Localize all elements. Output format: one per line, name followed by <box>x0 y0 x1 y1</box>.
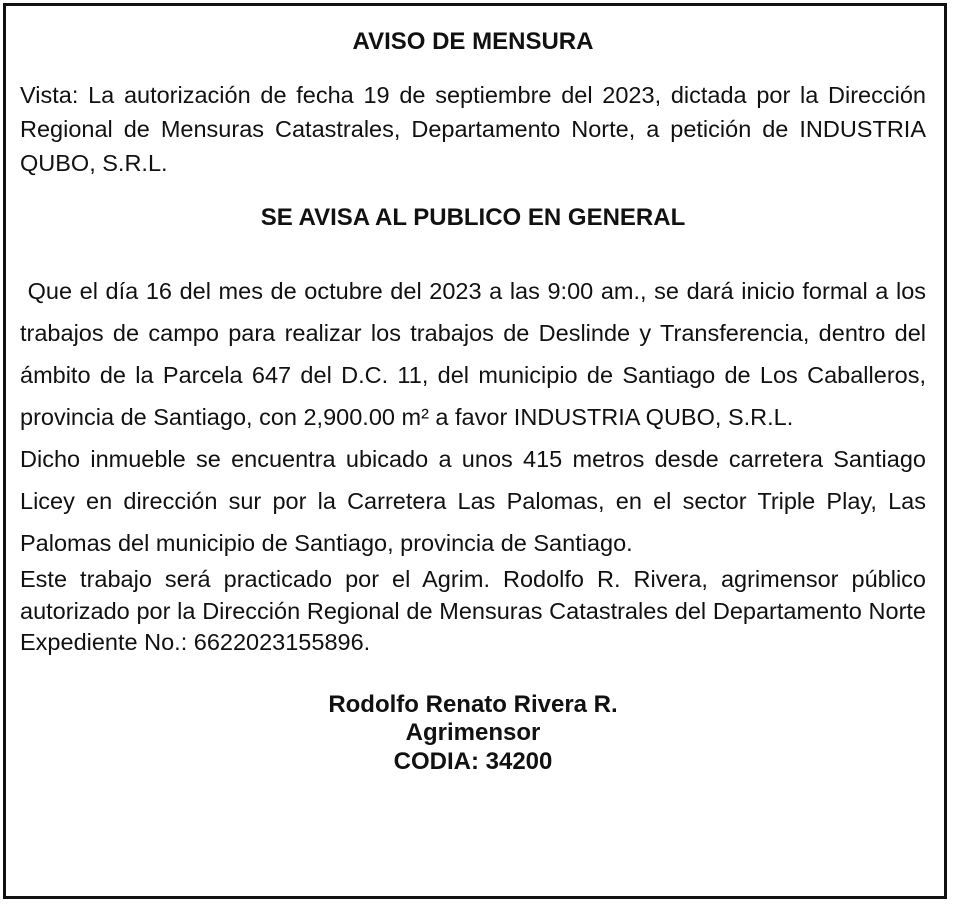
signature-block <box>20 691 926 777</box>
surveyor-paragraph: Este trabajo será practicado por el Agrim. Rodolfo R. Rivera, agrimensor público autorizado por la Dirección Regional de Mensuras Catastrales del Departamento Norte Expediente No.: 6622023155896. <box>20 566 926 655</box>
notice-title: AVISO DE MENSURA <box>352 28 594 55</box>
location-paragraph: Dicho inmueble se encuentra ubicado a unos 415 metros desde carretera Santiago Licey en dirección sur por la Carretera Las Palomas, en el sector Triple Play, Las Palomas del municipio de Santiago, provincia de Santiago. <box>20 446 926 556</box>
notice-body <box>20 18 933 776</box>
announcement-paragraph: Que el día 16 del mes de octubre del 2023 a las 9:00 am., se dará inicio formal a los trabajos de campo para realizar los trabajos de Deslinde y Transferencia, dentro del ámbito de la Parcela 647 del D.C. 11, del municipio de Santiago de Los Caballeros, provincia de Santiago, con 2,900.00 m² a favor INDUSTRIA QUBO, S.R.L. <box>20 278 933 430</box>
vista-paragraph: Vista: La autorización de fecha 19 de septiembre del 2023, dictada por la Dirección Regional de Mensuras Catastrales, Departamento Norte, a petición de INDUSTRIA QUBO, S.R.L. <box>20 82 926 176</box>
signature-name: Rodolfo Renato Rivera R. <box>328 690 618 718</box>
notice-subtitle: SE AVISA AL PUBLICO EN GENERAL <box>260 204 686 231</box>
signature-codia: CODIA: 34200 <box>393 747 553 775</box>
signature-role: Agrimensor <box>405 719 541 746</box>
